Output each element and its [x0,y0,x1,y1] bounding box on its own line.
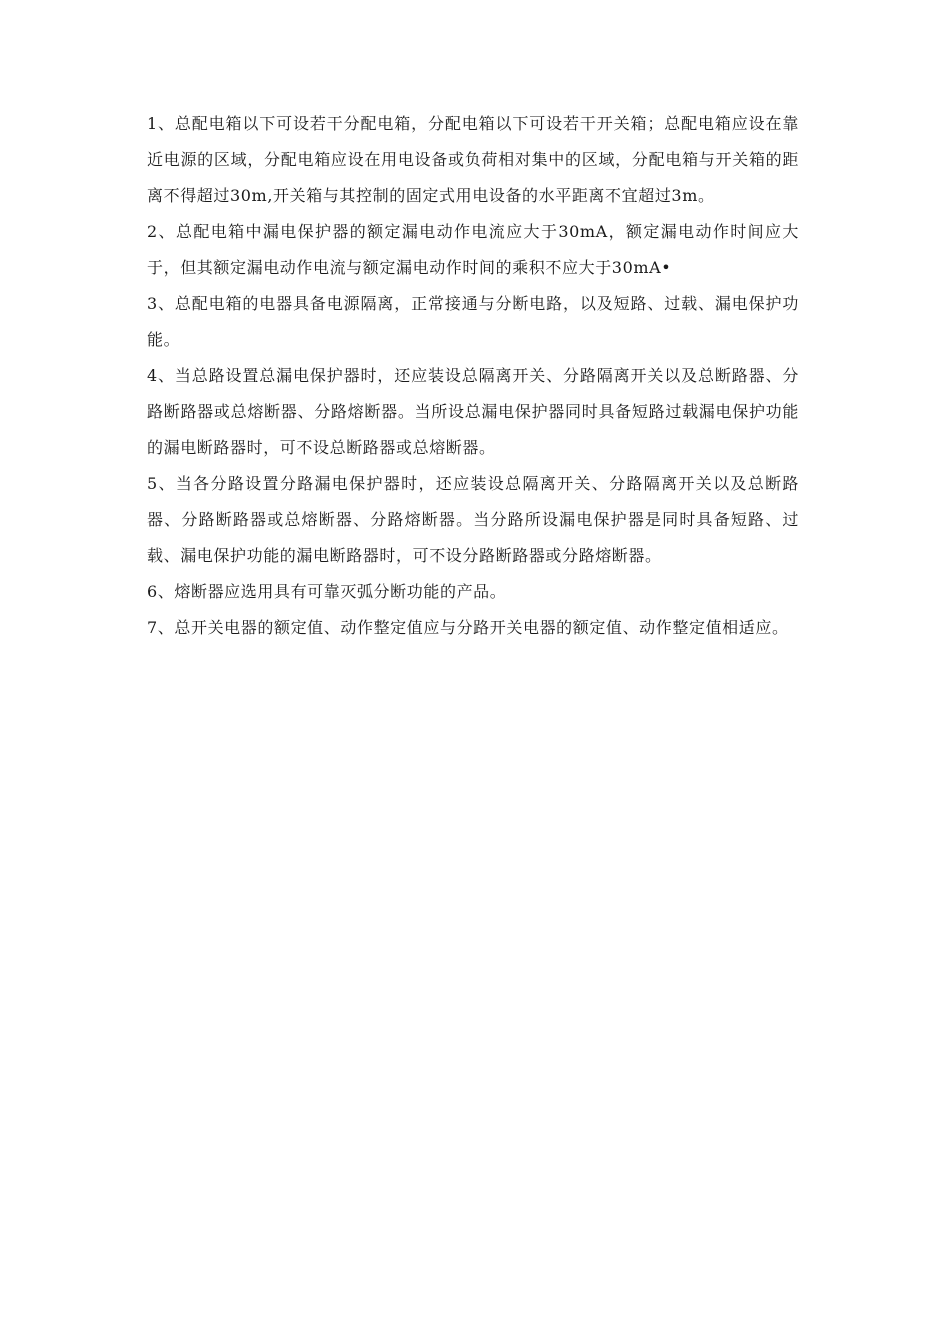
paragraph-4: 4、当总路设置总漏电保护器时，还应装设总隔离开关、分路隔离开关以及总断路器、分路断路器或总熔断器、分路熔断器。当所设总漏电保护器同时具备短路过载漏电保护功能的漏电断路器时，可不设总断路器或总熔断器。 [147,366,799,457]
document-body [147,106,799,646]
paragraph-2: 2、总配电箱中漏电保护器的额定漏电动作电流应大于30mA，额定漏电动作时间应大于，但其额定漏电动作电流与额定漏电动作时间的乘积不应大于30mA• [147,222,799,277]
paragraph-6: 6、熔断器应选用具有可靠灭弧分断功能的产品。 [147,582,507,601]
paragraph-3: 3、总配电箱的电器具备电源隔离，正常接通与分断电路，以及短路、过载、漏电保护功能。 [147,294,799,349]
paragraph-1: 1、总配电箱以下可设若干分配电箱，分配电箱以下可设若干开关箱；总配电箱应设在靠近电源的区域，分配电箱应设在用电设备或负荷相对集中的区域，分配电箱与开关箱的距离不得超过30m,开关箱与其控制的固定式用电设备的水平距离不宜超过3m。 [147,114,799,205]
paragraph-5: 5、当各分路设置分路漏电保护器时，还应装设总隔离开关、分路隔离开关以及总断路器、分路断路器或总熔断器、分路熔断器。当分路所设漏电保护器是同时具备短路、过载、漏电保护功能的漏电断路器时，可不设分路断路器或分路熔断器。 [147,474,799,565]
paragraph-7: 7、总开关电器的额定值、动作整定值应与分路开关电器的额定值、动作整定值相适应。 [147,618,789,637]
